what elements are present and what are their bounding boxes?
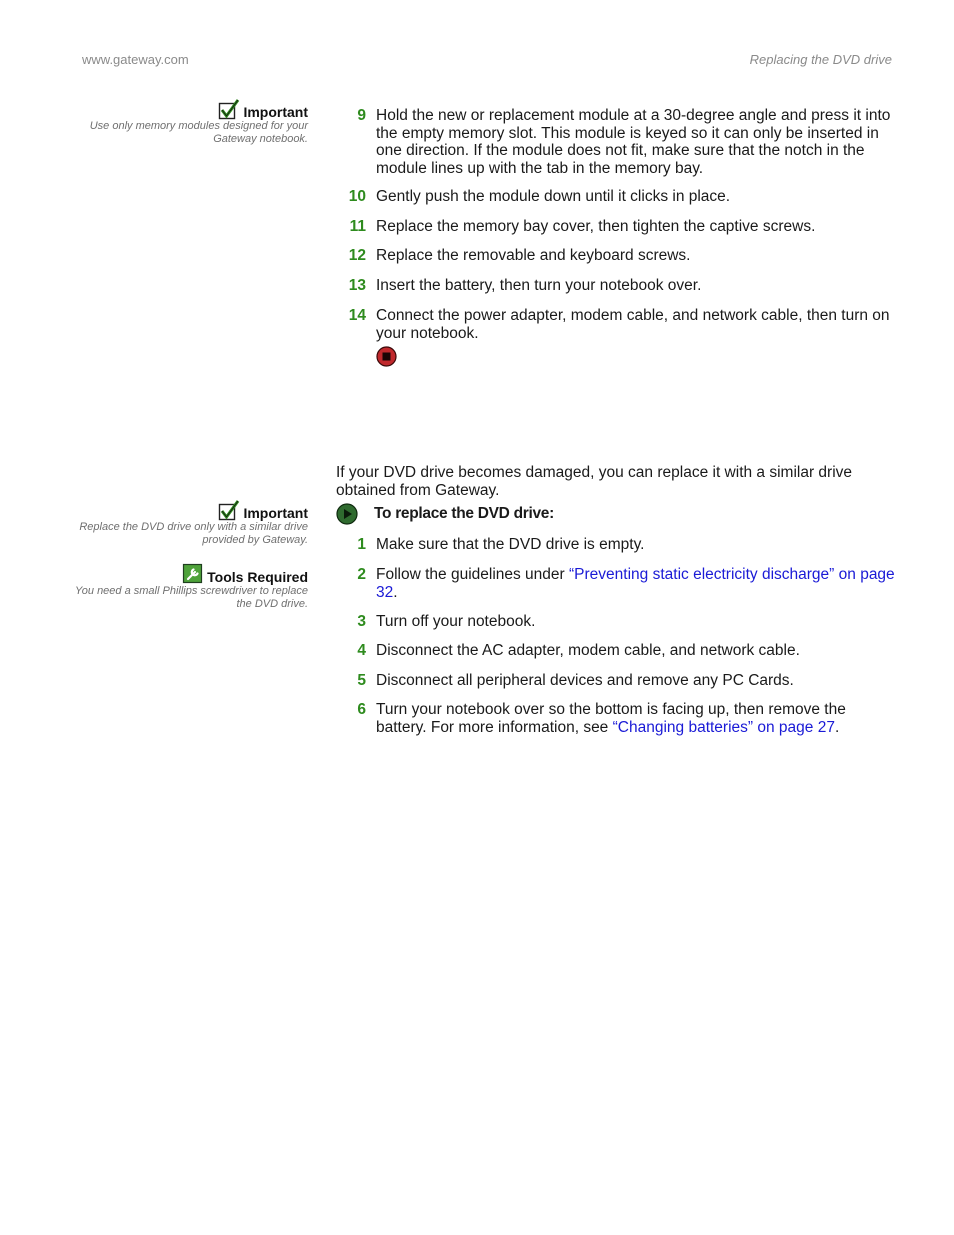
header-website: www.gateway.com [82, 52, 189, 67]
step-text: Insert the battery, then turn your notebook over. [376, 277, 702, 294]
step-text: Replace the removable and keyboard screws. [376, 247, 691, 264]
step-number: 1 [357, 536, 366, 553]
memory-step [336, 277, 896, 295]
sidenote-text: Replace the DVD drive only with a similar drive provided by Gateway. [79, 521, 308, 546]
sidenote-important-dvd [68, 499, 308, 547]
dvd-step [336, 566, 896, 601]
step-text: Gently push the module down until it clicks in place. [376, 188, 731, 205]
step-number: 3 [357, 613, 366, 630]
sidenote-title: Important [243, 104, 308, 120]
procedure-title: To replace the DVD drive: [374, 505, 554, 522]
step-text: Disconnect the AC adapter, modem cable, and network cable. [376, 642, 800, 659]
sidenote-important-memory [68, 98, 308, 146]
play-arrow-icon [336, 503, 358, 525]
sidenote-text: Use only memory modules designed for your Gateway notebook. [89, 120, 308, 145]
memory-step [336, 188, 896, 206]
step-number: 14 [348, 307, 366, 324]
step-text-part: . [393, 583, 398, 601]
sidenote-title: Tools Required [207, 569, 308, 585]
memory-step [336, 247, 896, 265]
link-changing-batteries[interactable]: “Changing batteries” on page 27 [612, 718, 835, 736]
step-text-part: . [834, 718, 840, 736]
step-text: Connect the power adapter, modem cable, and network cable, then turn on your notebook. [376, 307, 890, 342]
step-number: 10 [348, 188, 366, 205]
step-text: Make sure that the DVD drive is empty. [376, 536, 645, 553]
memory-step [336, 107, 896, 177]
step-number: 13 [348, 277, 366, 294]
step-number: 5 [357, 672, 366, 689]
dvd-step [336, 613, 896, 631]
step-text-part: Turn your notebook over so the bottom is facing up, then remove the battery. For more information, see [376, 701, 846, 736]
step-number: 4 [357, 642, 366, 659]
dvd-step [336, 536, 896, 554]
procedure-heading [336, 503, 554, 525]
step-text [376, 701, 896, 736]
sidenote-text: You need a small Phillips screwdriver to replace the DVD drive. [75, 585, 308, 610]
checkmark-icon [218, 98, 240, 120]
step-number: 9 [357, 107, 366, 124]
link-static-electricity[interactable]: “Preventing static electricity discharge” on page 32 [376, 566, 895, 601]
step-number: 11 [349, 218, 366, 235]
step-number: 6 [357, 701, 366, 718]
step-text: Replace the memory bay cover, then tighten the captive screws. [376, 218, 816, 235]
sidenote-title: Important [243, 505, 308, 521]
dvd-step [336, 672, 896, 690]
dvd-intro-paragraph: If your DVD drive becomes damaged, you can replace it with a similar drive obtained from Gateway. [336, 464, 853, 499]
step-text: Turn off your notebook. [376, 613, 536, 630]
step-text-part: Follow the guidelines under [376, 566, 570, 583]
step-number: 2 [357, 566, 366, 583]
header-section-title: Replacing the DVD drive [749, 52, 892, 67]
step-text [376, 566, 896, 601]
step-text: Hold the new or replacement module at a 30-degree angle and press it into the empty memory slot. This module is keyed so it can only be inserted in one direction. If the module does not fit, make sure that the notch in the module lines up with the tab in the memory bay. [376, 107, 891, 177]
step-number: 12 [348, 247, 366, 264]
checkmark-icon [218, 499, 240, 521]
dvd-step [336, 701, 896, 736]
step-text: Disconnect all peripheral devices and remove any PC Cards. [376, 672, 794, 689]
memory-step [336, 218, 896, 236]
sidenote-tools-required [68, 563, 308, 611]
memory-step [336, 307, 896, 342]
stop-icon [376, 346, 397, 372]
wrench-icon [182, 563, 204, 585]
dvd-step [336, 642, 896, 660]
